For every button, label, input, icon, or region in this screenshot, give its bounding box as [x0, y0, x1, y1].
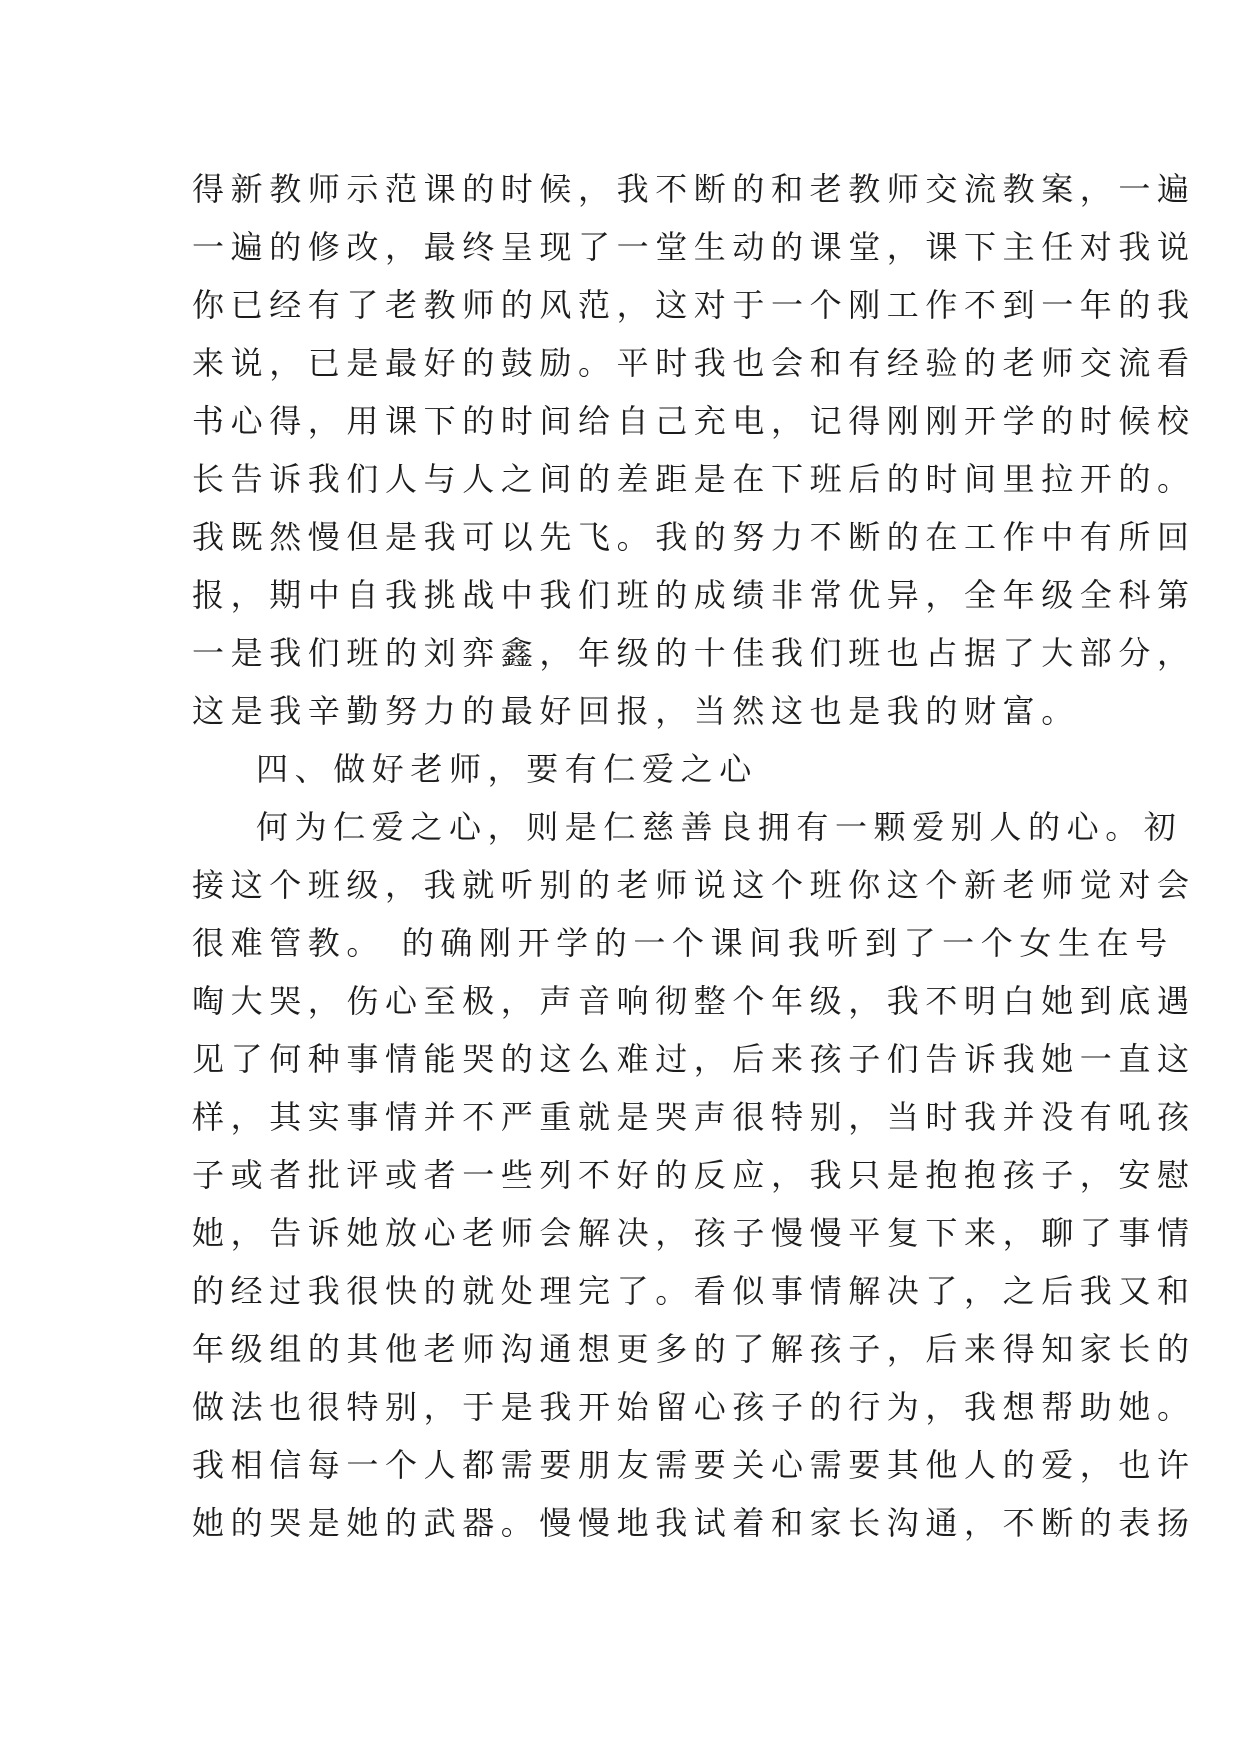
- text-line: 我相信每一个人都需要朋友需要关心需要其他人的爱，也许: [192, 1446, 1196, 1484]
- text-line: 接这个班级，我就听别的老师说这个班你这个新老师觉对会: [192, 866, 1196, 904]
- text-line: 来说，已是最好的鼓励。平时我也会和有经验的老师交流看: [192, 344, 1196, 382]
- text-line: 报，期中自我挑战中我们班的成绩非常优异，全年级全科第: [192, 576, 1196, 614]
- text-line: 何为仁爱之心，则是仁慈善良拥有一颗爱别人的心。初: [256, 808, 1183, 846]
- text-line: 这是我辛勤努力的最好回报，当然这也是我的财富。: [192, 692, 1080, 730]
- text-line: 做法也很特别，于是我开始留心孩子的行为，我想帮助她。: [192, 1388, 1196, 1426]
- text-line: 见了何种事情能哭的这么难过，后来孩子们告诉我她一直这: [192, 1040, 1196, 1078]
- text-line: 一遍的修改，最终呈现了一堂生动的课堂，课下主任对我说: [192, 228, 1196, 266]
- text-line: 她，告诉她放心老师会解决，孩子慢慢平复下来，聊了事情: [192, 1214, 1196, 1252]
- text-line: 的经过我很快的就处理完了。看似事情解决了，之后我又和: [192, 1272, 1196, 1310]
- text-line: 很难管教。 的确刚开学的一个课间我听到了一个女生在号: [192, 924, 1174, 962]
- text-line: 她的哭是她的武器。慢慢地我试着和家长沟通，不断的表扬: [192, 1504, 1196, 1542]
- text-line: 样，其实事情并不严重就是哭声很特别，当时我并没有吼孩: [192, 1098, 1196, 1136]
- text-line: 我既然慢但是我可以先飞。我的努力不断的在工作中有所回: [192, 518, 1196, 556]
- text-line: 子或者批评或者一些列不好的反应，我只是抱抱孩子，安慰: [192, 1156, 1196, 1194]
- text-line: 得新教师示范课的时候，我不断的和老教师交流教案，一遍: [192, 170, 1196, 208]
- text-line: 啕大哭，伤心至极，声音响彻整个年级，我不明白她到底遇: [192, 982, 1196, 1020]
- text-line: 长告诉我们人与人之间的差距是在下班后的时间里拉开的。: [192, 460, 1196, 498]
- body-text: [192, 160, 1196, 1552]
- text-line: 书心得，用课下的时间给自己充电，记得刚刚开学的时候校: [192, 402, 1196, 440]
- text-line: 一是我们班的刘弈鑫，年级的十佳我们班也占据了大部分，: [192, 634, 1196, 672]
- text-line: 年级组的其他老师沟通想更多的了解孩子，后来得知家长的: [192, 1330, 1196, 1368]
- text-line: 你已经有了老教师的风范，这对于一个刚工作不到一年的我: [192, 286, 1196, 324]
- section-heading: 四、做好老师，要有仁爱之心: [256, 750, 758, 788]
